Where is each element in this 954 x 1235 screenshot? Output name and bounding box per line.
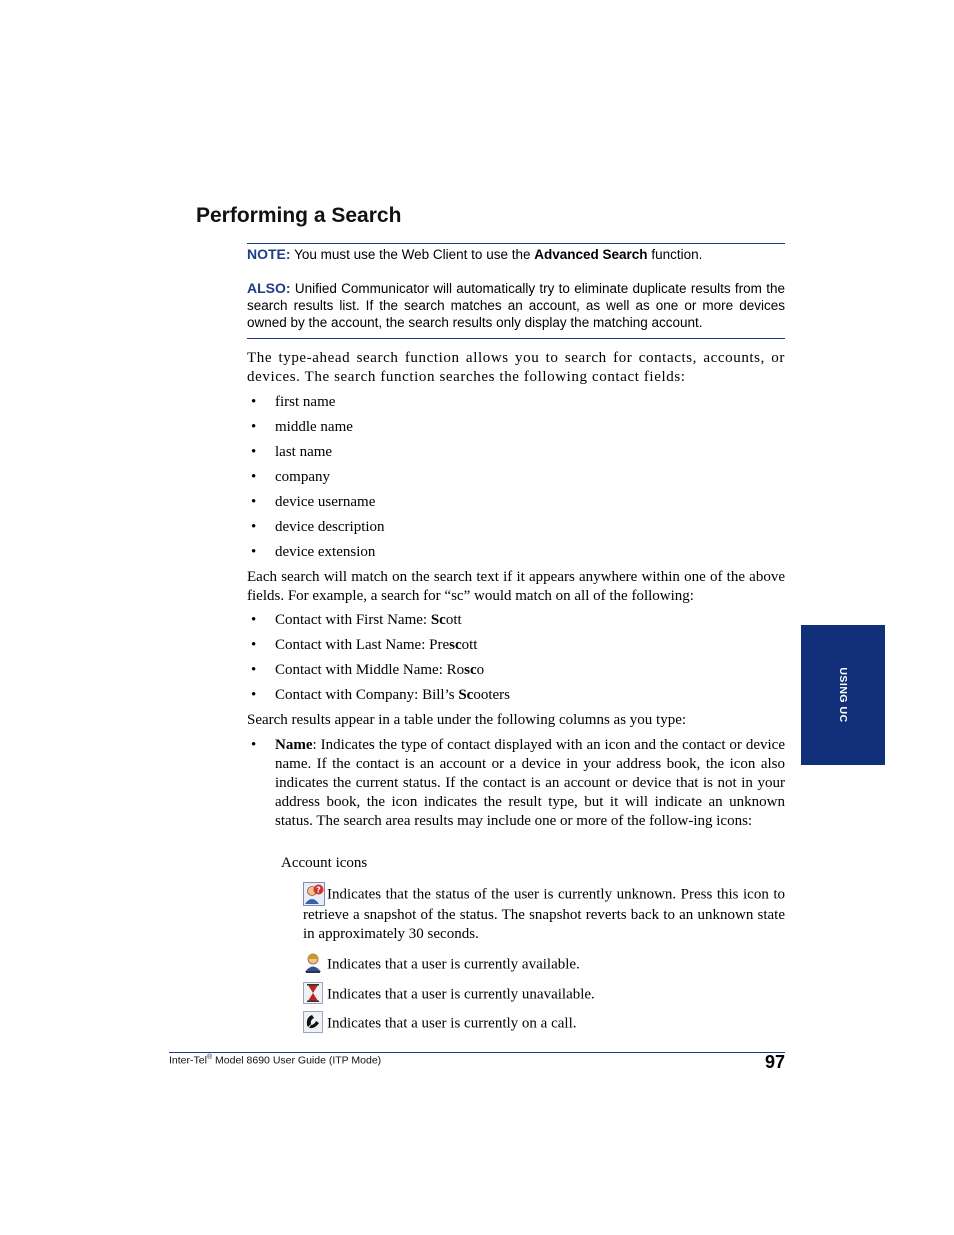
name-column-label: Name <box>275 737 313 753</box>
also-label: ALSO: <box>247 280 291 296</box>
list-item: • Contact with Middle Name: Rosco <box>251 662 485 678</box>
list-item: • company <box>251 469 330 485</box>
page-number: 97 <box>764 1052 785 1072</box>
note-text-before: You must use the Web Client to use the <box>294 247 531 262</box>
list-item: • Contact with Last Name: Prescott <box>251 637 478 653</box>
also-block <box>247 280 785 331</box>
svg-text:?: ? <box>316 885 321 895</box>
list-item: • device description <box>251 519 385 535</box>
footer-title: Inter-Tel® Model 8690 User Guide (ITP Mode) <box>169 1054 382 1067</box>
icon-row-available: Indicates that a user is currently available. <box>303 954 785 976</box>
list-item: • Contact with Company: Bill’s Scooters <box>251 687 511 703</box>
match-paragraph: Each search will match on the search text if it appears anywhere within one of the above fields. For example, a search for “sc” would match on all of the following: <box>247 569 785 604</box>
list-item: • first name <box>251 394 336 410</box>
list-item: • device extension <box>251 544 376 560</box>
icon-row-unavailable: Indicates that a user is currently unavailable. <box>303 984 785 1006</box>
icon-row-on-call: Indicates that a user is currently on a call. <box>303 1013 785 1035</box>
side-tab-label: USING UC <box>837 667 849 723</box>
footer-rule <box>169 1052 785 1053</box>
also-text: Unified Communicator will automatically try to eliminate duplicate results from the search results list. If the search matches an account, as well as one or more devices owned by the account, the search results only display the matching account. <box>247 281 785 330</box>
side-section-tab <box>801 625 885 765</box>
note-label: NOTE: <box>247 246 291 262</box>
user-unknown-status-icon[interactable] <box>303 882 323 904</box>
list-item: • middle name <box>251 419 353 435</box>
note-text-after: function. <box>651 247 703 262</box>
results-paragraph: Search results appear in a table under the following columns as you type: <box>247 712 687 728</box>
intro-paragraph: The type-ahead search function allows you to search for contacts, accounts, or devices. The search function searches the following contact fields: <box>247 350 785 385</box>
list-item: • last name <box>251 444 333 460</box>
user-available-icon <box>303 952 323 974</box>
icon-row-unknown: ? Indicates that the status of the user is currently unknown. Press this icon to retrieve a snapshot of the status. The snapshot reverts back to an unknown state in approximately 30 seconds. <box>303 884 785 944</box>
name-column-text: : Indicates the type of contact displayed with an icon and the contact or device name. If the contact is an account or a device in your address book, the icon also indicates the current status. If the contact is an account or device that is not in your address book, the icon indicates the result type, but it will indicate an unknown status. The search area results may include one or more of the follow-ing icons: <box>275 737 785 829</box>
list-item: • Contact with First Name: Scott <box>251 612 462 628</box>
name-column-item: • Name: Indicates the type of contact displayed with an icon and the contact or device name. If the contact is an account or a device in your address book, the icon also indicates the current status. If the contact is an account or device that is not in your address book, the icon indicates the result type, but it will indicate an unknown status. The search area results may include one or more of the follow-ing icons: <box>251 737 785 829</box>
user-unavailable-icon <box>303 982 323 1004</box>
note-top-rule <box>247 243 785 244</box>
note-block <box>247 246 785 263</box>
fields-list <box>247 393 785 568</box>
list-item: • device username <box>251 494 376 510</box>
account-icons-heading: Account icons <box>281 855 368 871</box>
examples-list <box>247 611 785 711</box>
page-title: Performing a Search <box>196 204 402 227</box>
note-bottom-rule <box>247 338 785 339</box>
note-bold: Advanced Search <box>534 247 648 262</box>
user-on-call-icon <box>303 1011 323 1033</box>
